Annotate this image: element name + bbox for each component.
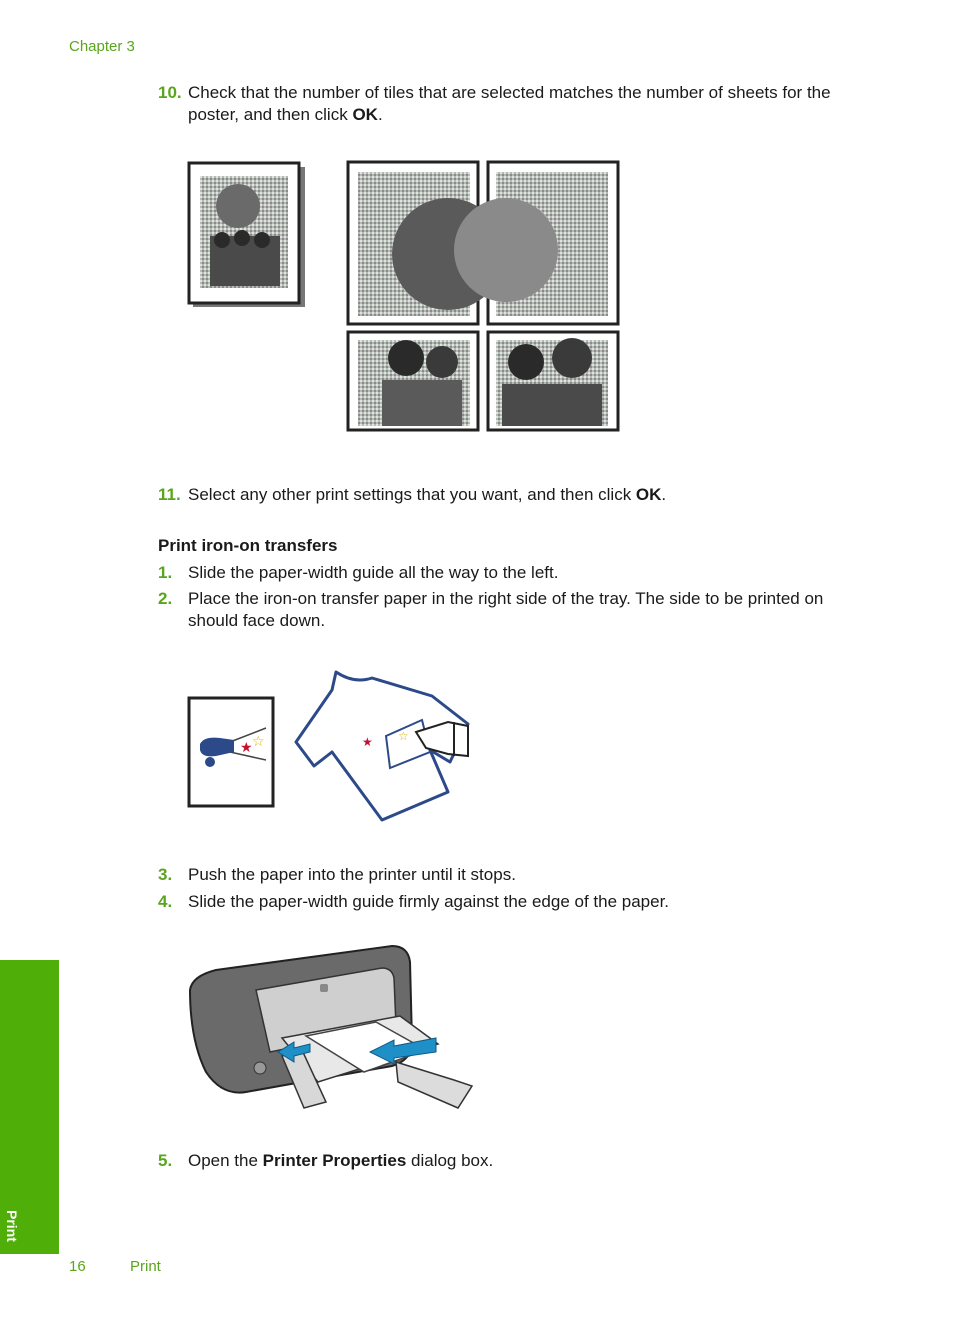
step-text: Place the iron-on transfer paper in the right side of the tray. The side to be printed on should face down. [188,589,824,630]
svg-text:★: ★ [362,735,373,749]
step-number: 1. [158,563,173,582]
poster-tile-bottom-left [348,332,478,430]
poster-tiles-figure [186,158,626,438]
step-text: Slide the paper-width guide firmly against the edge of the paper. [188,892,670,911]
printer-properties-label: Printer Properties [262,1151,407,1170]
step-number: 4. [158,892,173,911]
step-4 [158,891,873,913]
printer-figure [186,942,478,1114]
svg-text:☆: ☆ [252,734,265,750]
step-text: Slide the paper-width guide all the way to the left. [188,563,559,582]
svg-text:★: ★ [240,740,253,756]
step-text: Check that the number of tiles that are selected matches the number of sheets for the poster, and then click [188,83,831,124]
t-shirt-illustration [296,672,468,820]
step-1 [158,562,873,584]
footer-section: Print [130,1258,161,1275]
step-10: 10. Check that the number of tiles that are selected matches the number of sheets for the poster, and then click OK. [158,83,831,124]
step-text: Select any other print settings that you want, and then click [188,485,636,504]
step-number: 11. [158,485,181,504]
step-2 [158,588,873,632]
step-text: Open the [188,1151,263,1170]
step-number: 3. [158,865,173,884]
page-number: 16 [69,1258,86,1275]
step-5: 5. Open the Printer Properties dialog box. [158,1151,494,1170]
iron-on-paper-icon [189,698,273,806]
step-number: 5. [158,1151,173,1170]
step-number: 2. [158,589,173,608]
step-number: 10. [158,83,182,102]
ok-label: OK [352,105,378,124]
ok-label: OK [635,485,662,504]
side-tab-label: Print [4,1210,20,1242]
section-heading: Print iron-on transfers [158,536,338,555]
step-3 [158,864,873,886]
step-11: 11. Select any other print settings that you want, and then click OK. [158,485,667,504]
original-photo-thumbnail [189,163,305,307]
step-text: Push the paper into the printer until it stops. [188,865,516,884]
chapter-header: Chapter 3 [69,38,135,55]
poster-tile-bottom-right [488,332,618,430]
iron-on-transfer-figure [186,660,486,830]
svg-text:☆: ☆ [398,729,409,743]
